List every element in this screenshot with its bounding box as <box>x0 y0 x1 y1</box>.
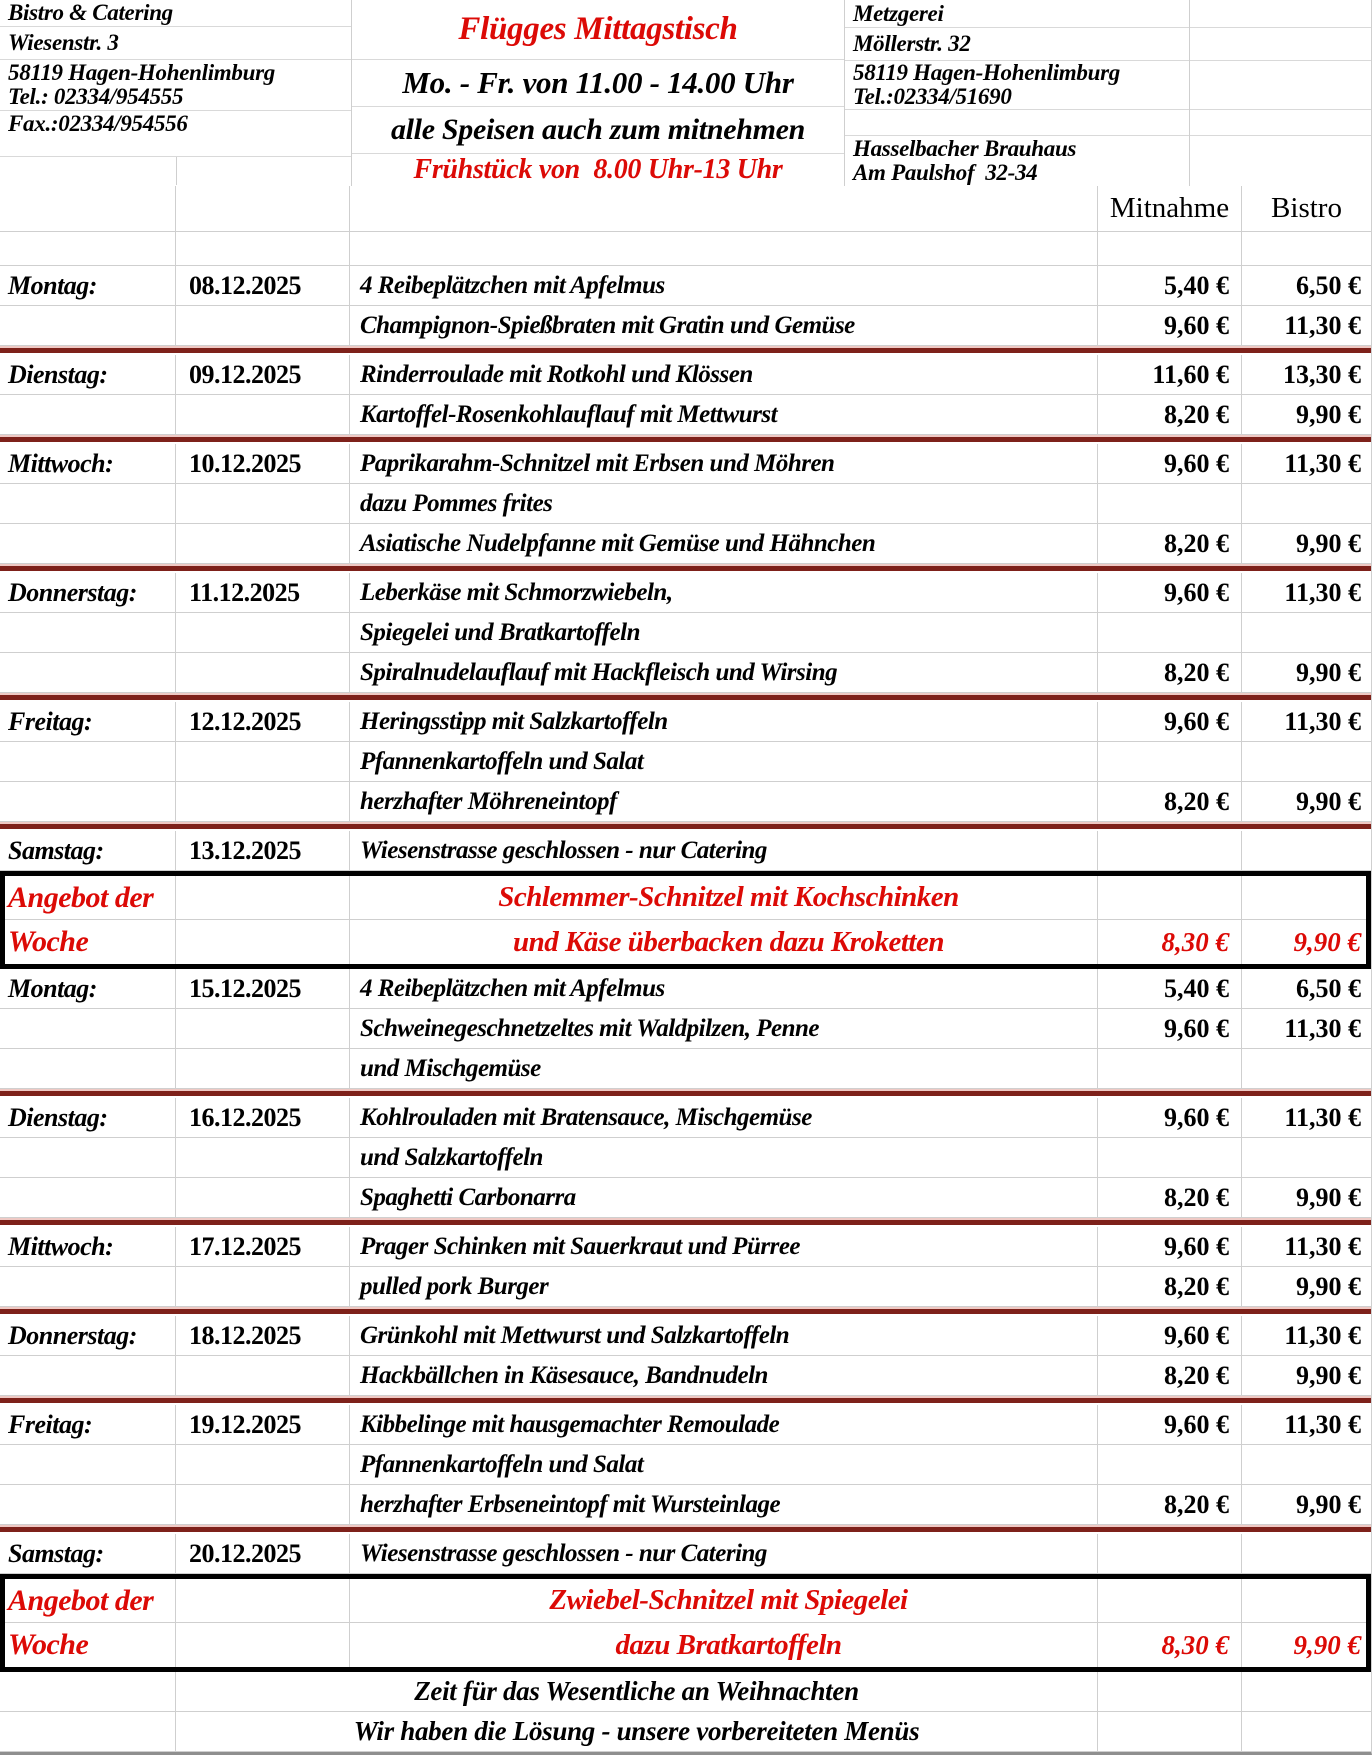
menu-row <box>0 1009 1371 1049</box>
group-separator <box>0 693 1371 702</box>
date-cell: 12.12.2025 <box>176 702 350 741</box>
day-cell: Mittwoch: <box>0 1227 176 1266</box>
dish-cell: 4 Reibeplätzchen mit Apfelmus <box>350 266 1098 305</box>
price-bistro-cell: 9,90 € <box>1296 1360 1361 1390</box>
price-mitnahme-cell: 8,20 € <box>1098 1267 1242 1306</box>
menu-row <box>0 653 1371 693</box>
price-mitnahme-cell: 9,60 € <box>1098 1098 1242 1137</box>
offer-label-bottom: Woche <box>0 920 176 964</box>
menu-row <box>0 1138 1371 1178</box>
date-cell <box>176 524 350 563</box>
date-cell: 18.12.2025 <box>176 1316 350 1355</box>
menu-row <box>0 613 1371 653</box>
butcher-name: Metzgerei <box>845 0 1189 28</box>
empty-cell <box>176 232 350 265</box>
price-bistro-cell <box>1242 831 1371 870</box>
price-mitnahme-cell: 11,60 € <box>1098 355 1242 394</box>
price-bistro-cell: 11,30 € <box>1284 1320 1361 1350</box>
dish-cell: Spiegelei und Bratkartoffeln <box>350 613 1098 652</box>
offer-price-mitnahme: 8,30 € <box>1098 920 1242 964</box>
price-mitnahme-cell: 9,60 € <box>1098 444 1242 483</box>
footer-row <box>0 1672 1371 1712</box>
group-separator <box>0 1396 1371 1405</box>
empty-cell <box>1098 1712 1242 1751</box>
menu-row <box>0 1098 1371 1138</box>
day-cell: Samstag: <box>0 1534 176 1573</box>
price-bistro-cell <box>1242 484 1371 523</box>
empty-row <box>0 232 1371 266</box>
day-cell: Mittwoch: <box>0 444 176 483</box>
dish-cell: Champignon-Spießbraten mit Gratin und Gemüse <box>350 306 1098 345</box>
dish-cell: Kibbelinge mit hausgemachter Remoulade <box>350 1405 1098 1444</box>
dish-cell: Kohlrouladen mit Bratensauce, Mischgemüse <box>350 1098 1098 1137</box>
empty-cell <box>1242 1712 1371 1751</box>
date-cell: 15.12.2025 <box>176 969 350 1008</box>
dish-cell: Spaghetti Carbonarra <box>350 1178 1098 1217</box>
day-cell <box>0 1445 176 1484</box>
breakfast-hours: Frühstück von 8.00 Uhr-13 Uhr <box>413 153 783 185</box>
header-empty-cell <box>1190 110 1371 136</box>
price-bistro-cell: 9,90 € <box>1296 399 1361 429</box>
price-bistro-cell: 11,30 € <box>1284 577 1361 607</box>
empty-cell <box>1098 876 1242 919</box>
empty-cell <box>1242 876 1371 919</box>
offer-price-bistro: 9,90 € <box>1293 1629 1361 1660</box>
price-mitnahme-cell: 8,20 € <box>1098 395 1242 434</box>
price-mitnahme-cell: 5,40 € <box>1098 266 1242 305</box>
gridline <box>0 157 177 185</box>
empty-cell <box>1098 232 1242 265</box>
offer-box <box>0 1574 1371 1672</box>
date-cell: 17.12.2025 <box>176 1227 350 1266</box>
price-bistro-cell: 11,30 € <box>1284 448 1361 478</box>
price-mitnahme-cell: 5,40 € <box>1098 969 1242 1008</box>
empty-cell <box>176 1579 350 1622</box>
offer-row <box>0 876 1371 920</box>
price-mitnahme-cell <box>1098 1049 1242 1088</box>
day-cell <box>0 782 176 821</box>
offer-dish-line-2: und Käse überbacken dazu Kroketten <box>350 920 1098 964</box>
price-bistro-cell <box>1242 1445 1371 1484</box>
group-separator <box>0 1307 1371 1316</box>
date-cell <box>176 613 350 652</box>
group-separator <box>0 822 1371 831</box>
dish-cell: Rinderroulade mit Rotkohl und Klössen <box>350 355 1098 394</box>
date-cell <box>176 1445 350 1484</box>
day-cell: Montag: <box>0 266 176 305</box>
date-cell <box>176 1138 350 1177</box>
price-mitnahme-cell: 9,60 € <box>1098 702 1242 741</box>
bistro-street: Wiesenstr. 3 <box>0 27 351 60</box>
menu-row <box>0 395 1371 435</box>
empty-cell <box>1098 1672 1242 1711</box>
price-mitnahme-cell: 8,20 € <box>1098 1356 1242 1395</box>
empty-cell <box>176 876 350 919</box>
date-cell: 09.12.2025 <box>176 355 350 394</box>
dish-cell: 4 Reibeplätzchen mit Apfelmus <box>350 969 1098 1008</box>
empty-cell <box>0 1712 176 1751</box>
offer-dish-line-1: Schlemmer-Schnitzel mit Kochschinken <box>350 876 1098 919</box>
dish-cell: Heringsstipp mit Salzkartoffeln <box>350 702 1098 741</box>
dish-cell: Grünkohl mit Mettwurst und Salzkartoffeln <box>350 1316 1098 1355</box>
menu-body <box>0 266 1371 1672</box>
price-mitnahme-cell: 8,20 € <box>1098 653 1242 692</box>
day-cell: Donnerstag: <box>0 573 176 612</box>
menu-row <box>0 444 1371 484</box>
offer-dish-line-1: Zwiebel-Schnitzel mit Spiegelei <box>350 1579 1098 1622</box>
price-bistro-cell <box>1242 613 1371 652</box>
empty-cell <box>350 186 1098 231</box>
day-cell <box>0 484 176 523</box>
dish-cell: und Salzkartoffeln <box>350 1138 1098 1177</box>
price-mitnahme-cell: 9,60 € <box>1098 573 1242 612</box>
header-empty-cell <box>1190 28 1371 61</box>
price-bistro-cell: 6,50 € <box>1296 270 1361 300</box>
header <box>0 0 1371 186</box>
dish-cell: und Mischgemüse <box>350 1049 1098 1088</box>
page-title: Flügges Mittagstisch <box>352 0 844 60</box>
menu-row <box>0 1316 1371 1356</box>
price-bistro-cell: 6,50 € <box>1296 973 1361 1003</box>
butcher-phone: Tel.:02334/51690 <box>853 84 1012 109</box>
date-cell: 08.12.2025 <box>176 266 350 305</box>
price-bistro-cell: 9,90 € <box>1296 1182 1361 1212</box>
price-mitnahme-cell <box>1098 742 1242 781</box>
offer-label-top: Angebot der <box>0 876 176 919</box>
offer-price-mitnahme: 8,30 € <box>1098 1623 1242 1667</box>
group-separator <box>0 564 1371 573</box>
price-mitnahme-cell <box>1098 831 1242 870</box>
price-bistro-cell: 11,30 € <box>1284 1231 1361 1261</box>
col-header-mitnahme: Mitnahme <box>1098 186 1242 231</box>
header-far-right-column <box>1190 0 1371 186</box>
empty-cell <box>0 1672 176 1711</box>
menu-row <box>0 1445 1371 1485</box>
price-mitnahme-cell <box>1098 484 1242 523</box>
price-bistro-cell <box>1242 1534 1371 1573</box>
day-cell: Donnerstag: <box>0 1316 176 1355</box>
header-empty-cell <box>0 157 351 185</box>
bistro-fax: Fax.:02334/954556 <box>0 111 351 157</box>
offer-row <box>0 1623 1371 1667</box>
empty-cell <box>1242 232 1371 265</box>
footer-note-1: Zeit für das Wesentliche an Weihnachten <box>176 1672 1098 1711</box>
menu-row <box>0 484 1371 524</box>
date-cell: 13.12.2025 <box>176 831 350 870</box>
dish-cell: Hackbällchen in Käsesauce, Bandnudeln <box>350 1356 1098 1395</box>
date-cell <box>176 782 350 821</box>
day-cell <box>0 1049 176 1088</box>
price-bistro-cell: 9,90 € <box>1296 786 1361 816</box>
day-cell <box>0 395 176 434</box>
offer-price-bistro: 9,90 € <box>1293 926 1361 957</box>
offer-label-top: Angebot der <box>0 1579 176 1622</box>
bistro-phone: Tel.: 02334/954555 <box>8 84 184 109</box>
price-bistro-cell <box>1242 1049 1371 1088</box>
price-bistro-cell <box>1242 742 1371 781</box>
price-mitnahme-cell: 9,60 € <box>1098 1227 1242 1266</box>
price-bistro-cell: 9,90 € <box>1296 1271 1361 1301</box>
dish-cell: Prager Schinken mit Sauerkraut und Pürree <box>350 1227 1098 1266</box>
footer-row <box>0 1712 1371 1752</box>
group-separator <box>0 1525 1371 1534</box>
header-empty-cell <box>845 110 1189 136</box>
dish-cell: Leberkäse mit Schmorzwiebeln, <box>350 573 1098 612</box>
menu-row <box>0 1049 1371 1089</box>
date-cell <box>176 395 350 434</box>
menu-row <box>0 355 1371 395</box>
dish-cell: dazu Pommes frites <box>350 484 1098 523</box>
offer-box <box>0 871 1371 969</box>
price-mitnahme-cell <box>1098 1534 1242 1573</box>
day-cell: Dienstag: <box>0 355 176 394</box>
day-cell <box>0 613 176 652</box>
empty-cell <box>176 1623 350 1667</box>
date-cell: 16.12.2025 <box>176 1098 350 1137</box>
butcher-city: 58119 Hagen-Hohenlimburg <box>853 60 1120 85</box>
offer-row <box>0 920 1371 964</box>
col-header-bistro: Bistro <box>1271 192 1342 224</box>
day-cell <box>0 306 176 345</box>
price-bistro-cell: 9,90 € <box>1296 657 1361 687</box>
dish-cell: Kartoffel-Rosenkohlauflauf mit Mettwurst <box>350 395 1098 434</box>
footer-note-2: Wir haben die Lösung - unsere vorbereiteten Menüs <box>176 1712 1098 1751</box>
day-cell <box>0 1178 176 1217</box>
menu-row <box>0 1267 1371 1307</box>
date-cell <box>176 1178 350 1217</box>
bistro-address-block <box>0 0 352 186</box>
day-cell <box>0 1009 176 1048</box>
day-cell <box>0 1267 176 1306</box>
butcher-street: Möllerstr. 32 <box>845 28 1189 61</box>
price-bistro-cell: 11,30 € <box>1284 1013 1361 1043</box>
bistro-city-phone <box>0 60 351 111</box>
price-mitnahme-cell <box>1098 613 1242 652</box>
day-cell <box>0 742 176 781</box>
menu-row <box>0 969 1371 1009</box>
price-bistro-cell: 11,30 € <box>1284 310 1361 340</box>
price-mitnahme-cell <box>1098 1445 1242 1484</box>
bistro-city: 58119 Hagen-Hohenlimburg <box>8 60 275 85</box>
group-separator <box>0 1089 1371 1098</box>
dish-cell: herzhafter Erbseneintopf mit Wursteinlage <box>350 1485 1098 1524</box>
menu-row <box>0 1178 1371 1218</box>
empty-cell <box>1242 1672 1371 1711</box>
menu-row <box>0 782 1371 822</box>
price-mitnahme-cell: 8,20 € <box>1098 782 1242 821</box>
date-cell <box>176 484 350 523</box>
menu-row <box>0 702 1371 742</box>
brauhaus-block <box>845 136 1189 186</box>
menu-row <box>0 1534 1371 1574</box>
date-cell <box>176 306 350 345</box>
offer-dish-line-2: dazu Bratkartoffeln <box>350 1623 1098 1667</box>
menu-row <box>0 524 1371 564</box>
empty-cell <box>1242 1579 1371 1622</box>
empty-cell <box>0 186 176 231</box>
date-cell: 10.12.2025 <box>176 444 350 483</box>
price-bistro-cell: 13,30 € <box>1283 359 1361 389</box>
price-mitnahme-cell: 9,60 € <box>1098 1405 1242 1444</box>
offer-row <box>0 1579 1371 1623</box>
date-cell <box>176 742 350 781</box>
day-cell <box>0 1485 176 1524</box>
date-cell <box>176 1049 350 1088</box>
dish-cell: Asiatische Nudelpfanne mit Gemüse und Hähnchen <box>350 524 1098 563</box>
menu-row <box>0 266 1371 306</box>
menu-row <box>0 573 1371 613</box>
day-cell: Dienstag: <box>0 1098 176 1137</box>
dish-cell: Wiesenstrasse geschlossen - nur Catering <box>350 1534 1098 1573</box>
day-cell <box>0 524 176 563</box>
day-cell <box>0 1138 176 1177</box>
header-empty-cell <box>1190 136 1371 186</box>
opening-hours: Mo. - Fr. von 11.00 - 14.00 Uhr <box>352 60 844 107</box>
brauhaus-name: Hasselbacher Brauhaus <box>853 136 1077 161</box>
group-separator <box>0 1218 1371 1227</box>
date-cell <box>176 1356 350 1395</box>
empty-cell <box>176 186 350 231</box>
price-bistro-cell: 9,90 € <box>1296 528 1361 558</box>
date-cell <box>176 653 350 692</box>
date-cell: 19.12.2025 <box>176 1405 350 1444</box>
price-bistro-cell <box>1242 1138 1371 1177</box>
price-mitnahme-cell <box>1098 1138 1242 1177</box>
date-cell <box>176 1267 350 1306</box>
price-mitnahme-cell: 9,60 € <box>1098 1316 1242 1355</box>
menu-row <box>0 1227 1371 1267</box>
dish-cell: pulled pork Burger <box>350 1267 1098 1306</box>
group-separator <box>0 435 1371 444</box>
dish-cell: Pfannenkartoffeln und Salat <box>350 742 1098 781</box>
day-cell: Freitag: <box>0 702 176 741</box>
title-block <box>352 0 845 186</box>
butcher-address-block <box>845 0 1190 186</box>
price-mitnahme-cell: 8,20 € <box>1098 1178 1242 1217</box>
offer-label-bottom: Woche <box>0 1623 176 1667</box>
day-cell <box>0 1356 176 1395</box>
brauhaus-street: Am Paulshof 32-34 <box>853 160 1038 185</box>
dish-cell: Schweinegeschnetzeltes mit Waldpilzen, Penne <box>350 1009 1098 1048</box>
empty-cell <box>350 232 1098 265</box>
date-cell: 20.12.2025 <box>176 1534 350 1573</box>
menu-row <box>0 306 1371 346</box>
date-cell: 11.12.2025 <box>176 573 350 612</box>
menu-row <box>0 1485 1371 1525</box>
butcher-city-phone <box>845 61 1189 110</box>
price-mitnahme-cell: 9,60 € <box>1098 1009 1242 1048</box>
empty-cell <box>176 920 350 964</box>
dish-cell: Spiralnudelauflauf mit Hackfleisch und Wirsing <box>350 653 1098 692</box>
takeaway-note: alle Speisen auch zum mitnehmen <box>352 107 844 154</box>
price-bistro-cell: 11,30 € <box>1284 706 1361 736</box>
bistro-name: Bistro & Catering <box>0 0 351 27</box>
group-separator <box>0 346 1371 355</box>
empty-cell <box>1098 1579 1242 1622</box>
day-cell <box>0 653 176 692</box>
menu-row <box>0 1356 1371 1396</box>
dish-cell: Pfannenkartoffeln und Salat <box>350 1445 1098 1484</box>
day-cell: Samstag: <box>0 831 176 870</box>
day-cell: Montag: <box>0 969 176 1008</box>
price-bistro-cell: 11,30 € <box>1284 1102 1361 1132</box>
menu-row <box>0 1405 1371 1445</box>
price-bistro-cell: 11,30 € <box>1284 1409 1361 1439</box>
price-mitnahme-cell: 8,20 € <box>1098 524 1242 563</box>
date-cell <box>176 1009 350 1048</box>
price-bistro-cell: 9,90 € <box>1296 1489 1361 1519</box>
dish-cell: herzhafter Möhreneintopf <box>350 782 1098 821</box>
dish-cell: Wiesenstrasse geschlossen - nur Catering <box>350 831 1098 870</box>
menu-row <box>0 831 1371 871</box>
price-mitnahme-cell: 9,60 € <box>1098 306 1242 345</box>
price-column-header-row <box>0 186 1371 232</box>
header-empty-cell <box>1190 0 1371 28</box>
dish-cell: Paprikarahm-Schnitzel mit Erbsen und Möhren <box>350 444 1098 483</box>
date-cell <box>176 1485 350 1524</box>
day-cell: Freitag: <box>0 1405 176 1444</box>
price-mitnahme-cell: 8,20 € <box>1098 1485 1242 1524</box>
header-empty-cell <box>1190 61 1371 110</box>
empty-cell <box>0 232 176 265</box>
menu-row <box>0 742 1371 782</box>
